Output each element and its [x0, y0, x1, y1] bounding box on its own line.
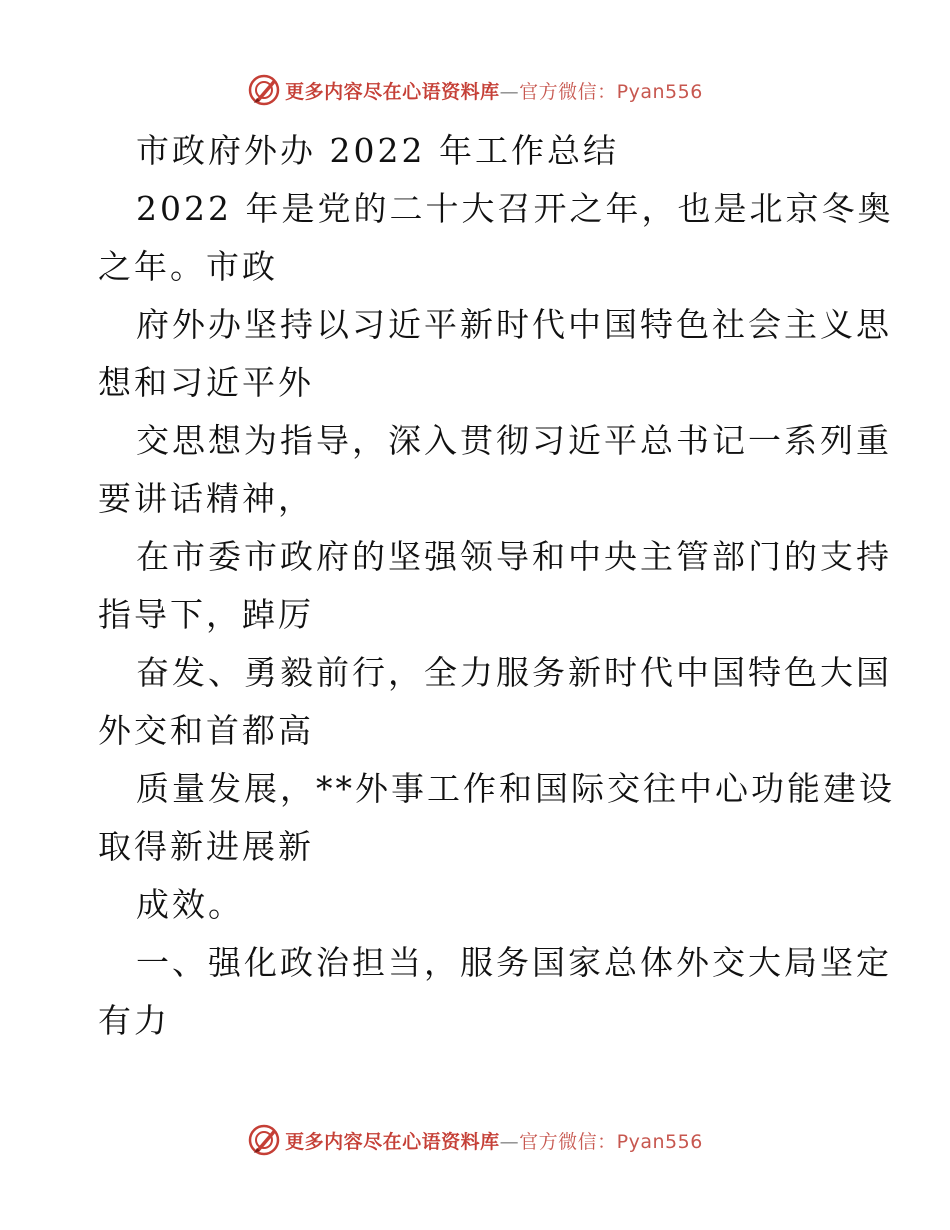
section-heading-line: 一、强化政治担当，服务国家总体外交大局坚定	[136, 943, 892, 982]
paragraph-line: 要讲话精神，	[98, 479, 314, 518]
section-heading-line: 有力	[98, 1001, 170, 1040]
watermark-contact: 官方微信：Pyan556	[519, 80, 703, 103]
paragraph-line: 想和习近平外	[98, 363, 314, 402]
pen-logo-icon	[247, 1123, 281, 1157]
paragraph-line: 成效。	[136, 885, 244, 924]
watermark-separator: —	[499, 1130, 520, 1153]
paragraph-line: 2022 年是党的二十大召开之年，也是北京冬奥	[136, 189, 894, 228]
footer-watermark	[0, 1120, 950, 1160]
watermark-brand: 更多内容尽在心语资料库	[285, 1130, 500, 1153]
paragraph-line: 外交和首都高	[98, 711, 314, 750]
paragraph-line: 交思想为指导，深入贯彻习近平总书记一系列重	[136, 421, 892, 460]
watermark-contact: 官方微信：Pyan556	[519, 1130, 703, 1153]
paragraph-line: 在市委市政府的坚强领导和中央主管部门的支持	[136, 537, 892, 576]
watermark-separator: —	[499, 80, 520, 103]
paragraph-line: 奋发、勇毅前行，全力服务新时代中国特色大国	[136, 653, 892, 692]
paragraph-line: 府外办坚持以习近平新时代中国特色社会主义思	[136, 305, 892, 344]
document-title: 市政府外办 2022 年工作总结	[136, 131, 619, 170]
watermark-brand: 更多内容尽在心语资料库	[285, 80, 500, 103]
paragraph-line: 指导下，踔厉	[98, 595, 314, 634]
paragraph-line: 取得新进展新	[98, 827, 314, 866]
document-body	[98, 122, 895, 1050]
paragraph-line: 质量发展，**外事工作和国际交往中心功能建设	[136, 769, 895, 808]
header-watermark	[0, 70, 950, 110]
pen-logo-icon	[247, 73, 281, 107]
paragraph-line: 之年。市政	[98, 247, 278, 286]
